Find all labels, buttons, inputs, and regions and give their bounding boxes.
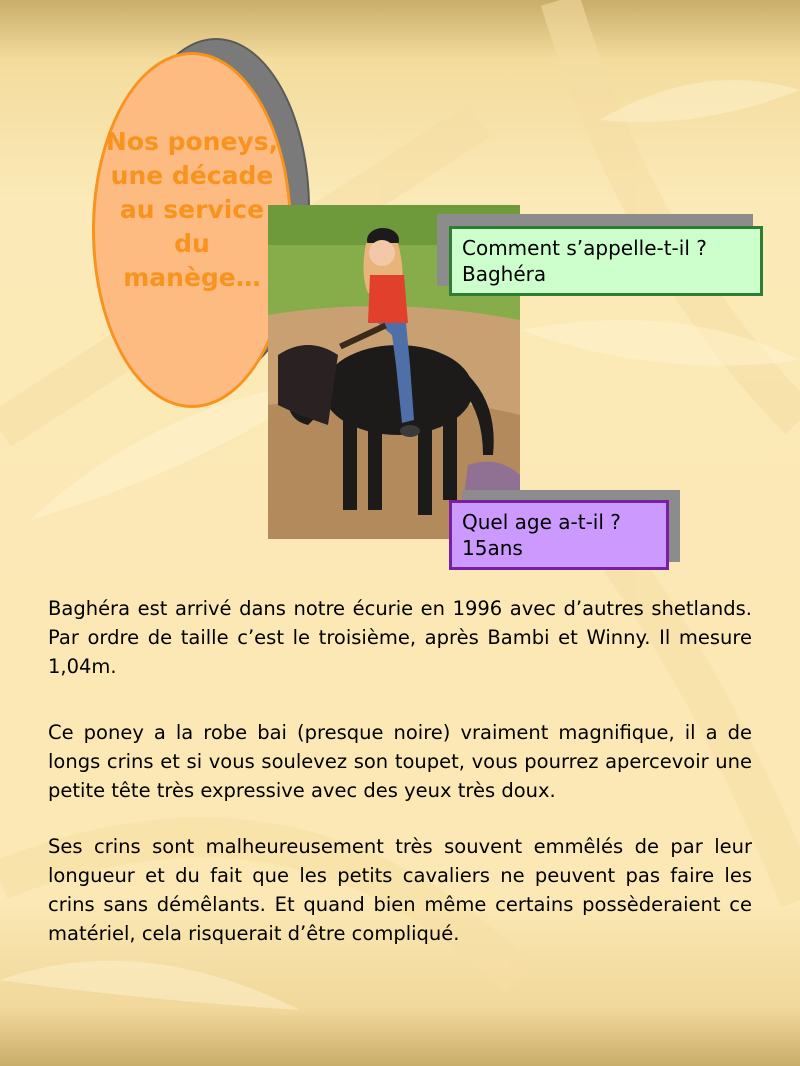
name-callout: Comment s’appelle-t-il ? Baghéra	[449, 226, 763, 296]
body-paragraph: Ses crins sont malheureusement très souvent emmêlés de par leur longueur et du fait que les petits cavaliers ne peuvent pas faire les crins sans démêlants. Et quand bien même certains possèderaient ce matériel, cela risquerait d’être compliqué.	[48, 835, 752, 945]
age-callout: Quel age a-t-il ? 15ans	[449, 500, 669, 570]
title-oval	[92, 52, 292, 408]
page-title: Nos poneys, une décade au service du manège…	[105, 127, 279, 292]
body-paragraph: Ce poney a la robe bai (presque noire) vraiment magnifique, il a de longs crins et si vous soulevez son toupet, vous pourrez apercevoir une petite tête très expressive avec des yeux très doux.	[48, 721, 752, 802]
body-paragraph: Baghéra est arrivé dans notre écurie en 1996 avec d’autres shetlands. Par ordre de taille c’est le troisième, après Bambi et Winny. Il mesure 1,04m.	[48, 597, 752, 678]
